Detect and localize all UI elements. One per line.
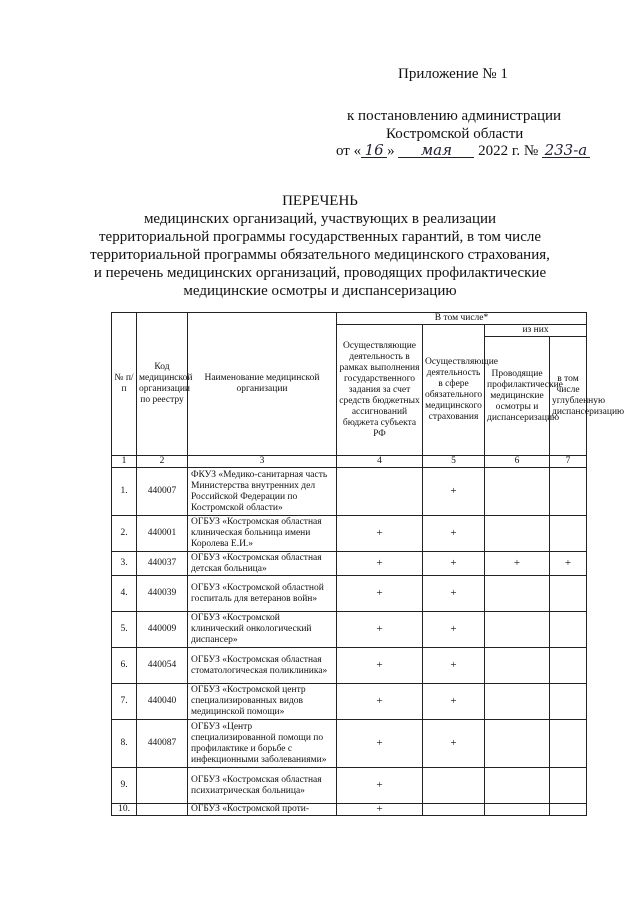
title-line-2: территориальной программы государственных гарантий, в том числе — [98, 229, 542, 245]
row-budget-mark: + — [337, 612, 423, 648]
header-num: № п/п — [112, 313, 137, 456]
row-code: 440040 — [137, 684, 188, 720]
row-deep-mark — [550, 804, 587, 816]
row-prof-mark — [485, 468, 550, 516]
row-name: ОГБУЗ «Костромской центр специализированных видов медицинской помощи» — [188, 684, 337, 720]
header-deep: в том числе углубленную диспансеризацию — [550, 337, 587, 456]
row-deep-mark — [550, 468, 587, 516]
date-quote-close: » — [387, 143, 395, 159]
row-num: 2. — [112, 516, 137, 552]
row-deep-mark — [550, 768, 587, 804]
row-code — [137, 768, 188, 804]
table-row — [112, 552, 587, 576]
date-day: 16 — [361, 143, 387, 158]
row-code: 440037 — [137, 552, 188, 576]
row-prof-mark — [485, 768, 550, 804]
row-name: ОГБУЗ «Костромской проти- — [188, 804, 337, 816]
date-year: 2022 г. № — [478, 143, 539, 159]
row-budget-mark: + — [337, 768, 423, 804]
row-oms-mark: + — [423, 684, 485, 720]
row-num: 3. — [112, 552, 137, 576]
header-budget: Осуществляющие деятельность в рамках выполнения государственного задания за счет средств бюджетных ассигнований бюджета субъекта РФ — [337, 325, 423, 456]
row-code: 440001 — [137, 516, 188, 552]
col-number: 4 — [337, 456, 423, 468]
row-oms-mark: + — [423, 648, 485, 684]
row-code: 440039 — [137, 576, 188, 612]
row-name: ОГБУЗ «Костромская областная клиническая больница имени Королева Е.И.» — [188, 516, 337, 552]
row-name: ОГБУЗ «Костромская областная детская больница» — [188, 552, 337, 576]
resolution-number: 233-а — [542, 143, 590, 158]
row-num: 5. — [112, 612, 137, 648]
table-row — [112, 516, 587, 552]
row-budget-mark: + — [337, 552, 423, 576]
title-line-1: медицинских организаций, участвующих в реализации — [143, 211, 497, 227]
row-name: ОГБУЗ «Костромской клинический онкологический диспансер» — [188, 612, 337, 648]
row-name: ОГБУЗ «Костромская областная психиатрическая больница» — [188, 768, 337, 804]
row-oms-mark: + — [423, 552, 485, 576]
col-number: 2 — [137, 456, 188, 468]
row-prof-mark — [485, 720, 550, 768]
row-num: 6. — [112, 648, 137, 684]
row-num: 9. — [112, 768, 137, 804]
row-name: ФКУЗ «Медико-санитарная часть Министерства внутренних дел Российской Федерации по Костромской области» — [188, 468, 337, 516]
date-prefix: от « — [336, 143, 362, 159]
row-budget-mark: + — [337, 576, 423, 612]
row-prof-mark — [485, 684, 550, 720]
row-code — [137, 804, 188, 816]
col-number: 6 — [485, 456, 550, 468]
row-deep-mark: + — [550, 552, 587, 576]
row-prof-mark — [485, 612, 550, 648]
col-number: 1 — [112, 456, 137, 468]
resolution-label: к постановлению администрации — [347, 108, 562, 124]
row-oms-mark: + — [423, 720, 485, 768]
resolution-date — [336, 143, 590, 160]
table-row — [112, 468, 587, 516]
row-prof-mark — [485, 516, 550, 552]
row-num: 1. — [112, 468, 137, 516]
row-code: 440007 — [137, 468, 188, 516]
row-oms-mark: + — [423, 468, 485, 516]
row-prof-mark — [485, 576, 550, 612]
title-line-4: и перечень медицинских организаций, проводящих профилактические — [93, 265, 547, 281]
row-oms-mark — [423, 804, 485, 816]
row-num: 8. — [112, 720, 137, 768]
organizations-table — [111, 312, 625, 816]
table-row — [112, 768, 587, 804]
row-code: 440087 — [137, 720, 188, 768]
row-deep-mark — [550, 516, 587, 552]
row-prof-mark — [485, 804, 550, 816]
table-row — [112, 804, 587, 816]
row-prof-mark: + — [485, 552, 550, 576]
row-oms-mark: + — [423, 576, 485, 612]
row-deep-mark — [550, 684, 587, 720]
header-oms: Осуществляющие деятельность в сфере обязательного медицинского страхования — [423, 325, 485, 456]
title-heading: ПЕРЕЧЕНЬ — [282, 193, 358, 209]
row-oms-mark — [423, 768, 485, 804]
header-name: Наименование медицинской организации — [188, 313, 337, 456]
row-num: 7. — [112, 684, 137, 720]
table-row — [112, 576, 587, 612]
row-deep-mark — [550, 576, 587, 612]
table-row — [112, 648, 587, 684]
header-code: Код медицинской организации по реестру — [137, 313, 188, 456]
row-num: 10. — [112, 804, 137, 816]
title-line-5: медицинские осмотры и диспансеризацию — [183, 283, 457, 299]
row-deep-mark — [550, 612, 587, 648]
row-budget-mark — [337, 468, 423, 516]
row-num: 4. — [112, 576, 137, 612]
region-label: Костромской области — [386, 126, 524, 142]
row-name: ОГБУЗ «Центр специализированной помощи по профилактике и борьбе с инфекционными заболеваниями» — [188, 720, 337, 768]
row-budget-mark: + — [337, 516, 423, 552]
col-number: 7 — [550, 456, 587, 468]
header-including: В том числе* — [337, 313, 587, 325]
row-budget-mark: + — [337, 804, 423, 816]
header-prof: Проводящие профилактические медицинские осмотры и диспансеризацию — [485, 337, 550, 456]
row-code: 440009 — [137, 612, 188, 648]
column-numbers-row — [112, 456, 587, 468]
table-row — [112, 684, 587, 720]
appendix-label: Приложение № 1 — [398, 66, 508, 82]
row-oms-mark: + — [423, 612, 485, 648]
date-month: мая — [398, 143, 474, 158]
row-budget-mark: + — [337, 684, 423, 720]
title-line-3: территориальной программы обязательного медицинского страхования, — [90, 247, 550, 263]
row-deep-mark — [550, 648, 587, 684]
row-name: ОГБУЗ «Костромская областная стоматологическая поликлиника» — [188, 648, 337, 684]
row-prof-mark — [485, 648, 550, 684]
row-code: 440054 — [137, 648, 188, 684]
row-budget-mark: + — [337, 720, 423, 768]
row-deep-mark — [550, 720, 587, 768]
header-of-them: из них — [485, 325, 587, 337]
row-name: ОГБУЗ «Костромской областной госпиталь для ветеранов войн» — [188, 576, 337, 612]
table-row — [112, 612, 587, 648]
col-number: 5 — [423, 456, 485, 468]
row-oms-mark: + — [423, 516, 485, 552]
table-row — [112, 720, 587, 768]
row-budget-mark: + — [337, 648, 423, 684]
col-number: 3 — [188, 456, 337, 468]
